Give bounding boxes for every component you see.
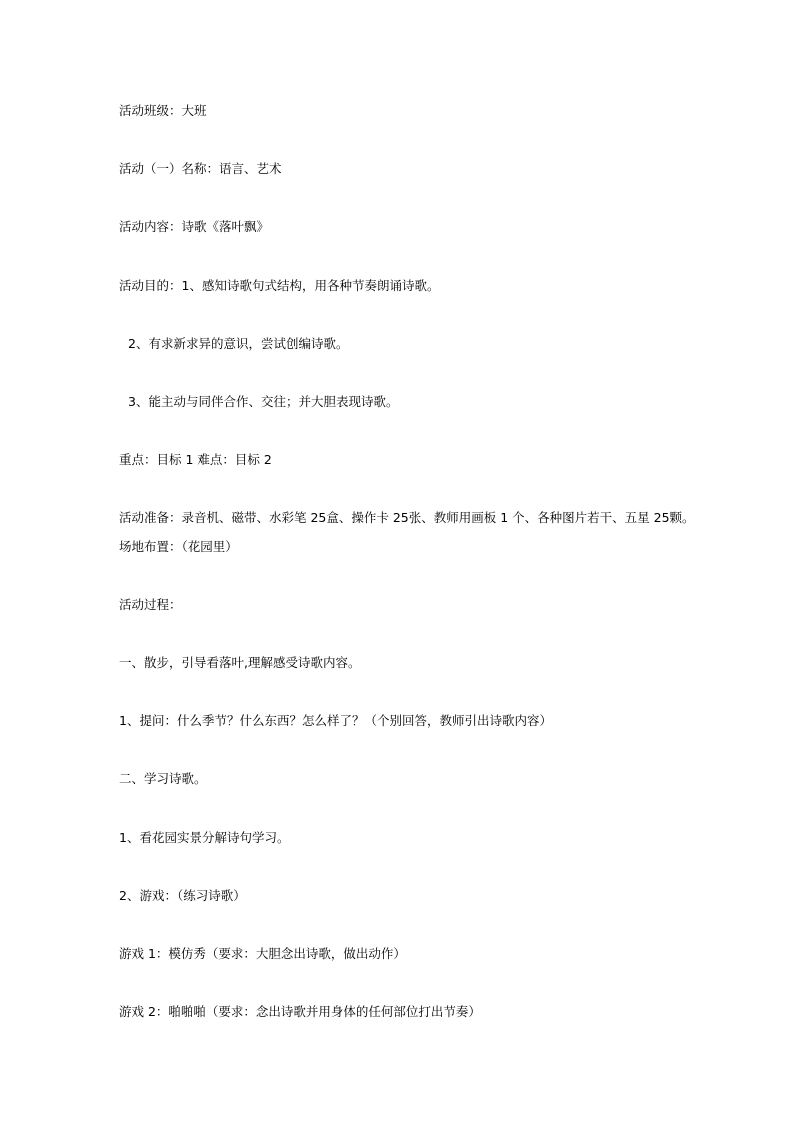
activity-content-line: 活动内容：诗歌《落叶飘》: [119, 219, 270, 234]
activity-class-line: 活动班级：大班: [119, 103, 207, 118]
game-2-line: 游戏 2：啪啪啪（要求：念出诗歌并用身体的任何部位打出节奏）: [119, 1004, 481, 1019]
venue-line: 场地布置：（花园里）: [119, 539, 238, 554]
step-two-heading: 二、学习诗歌。: [119, 771, 207, 786]
activity-goal-1-line: 活动目的：1、感知诗歌句式结构，用各种节奏朗诵诗歌。: [119, 278, 440, 293]
step-one-heading: 一、散步，引导看落叶,理解感受诗歌内容。: [119, 655, 361, 670]
step-two-item-1-line: 1、看花园实景分解诗句学习。: [119, 830, 290, 845]
process-heading: 活动过程：: [119, 597, 182, 612]
key-points-line: 重点：目标 1 难点：目标 2: [119, 452, 272, 467]
game-1-line: 游戏 1：模仿秀（要求：大胆念出诗歌，做出动作）: [119, 946, 406, 961]
activity-goal-3-line: 3、能主动与同伴合作、交往；并大胆表现诗歌。: [128, 394, 399, 409]
activity-goal-2-line: 2、有求新求异的意识，尝试创编诗歌。: [128, 336, 349, 351]
activity-name-line: 活动（一）名称：语言、艺术: [119, 161, 282, 176]
step-one-question-line: 1、提问：什么季节？什么东西？怎么样了？（个别回答，教师引出诗歌内容）: [119, 713, 552, 728]
step-two-item-2-line: 2、游戏：（练习诗歌）: [119, 888, 246, 903]
preparation-line: 活动准备：录音机、磁带、水彩笔 25盒、操作卡 25张、教师用画板 1 个、各种图片若干、五星 25颗。: [119, 510, 695, 525]
